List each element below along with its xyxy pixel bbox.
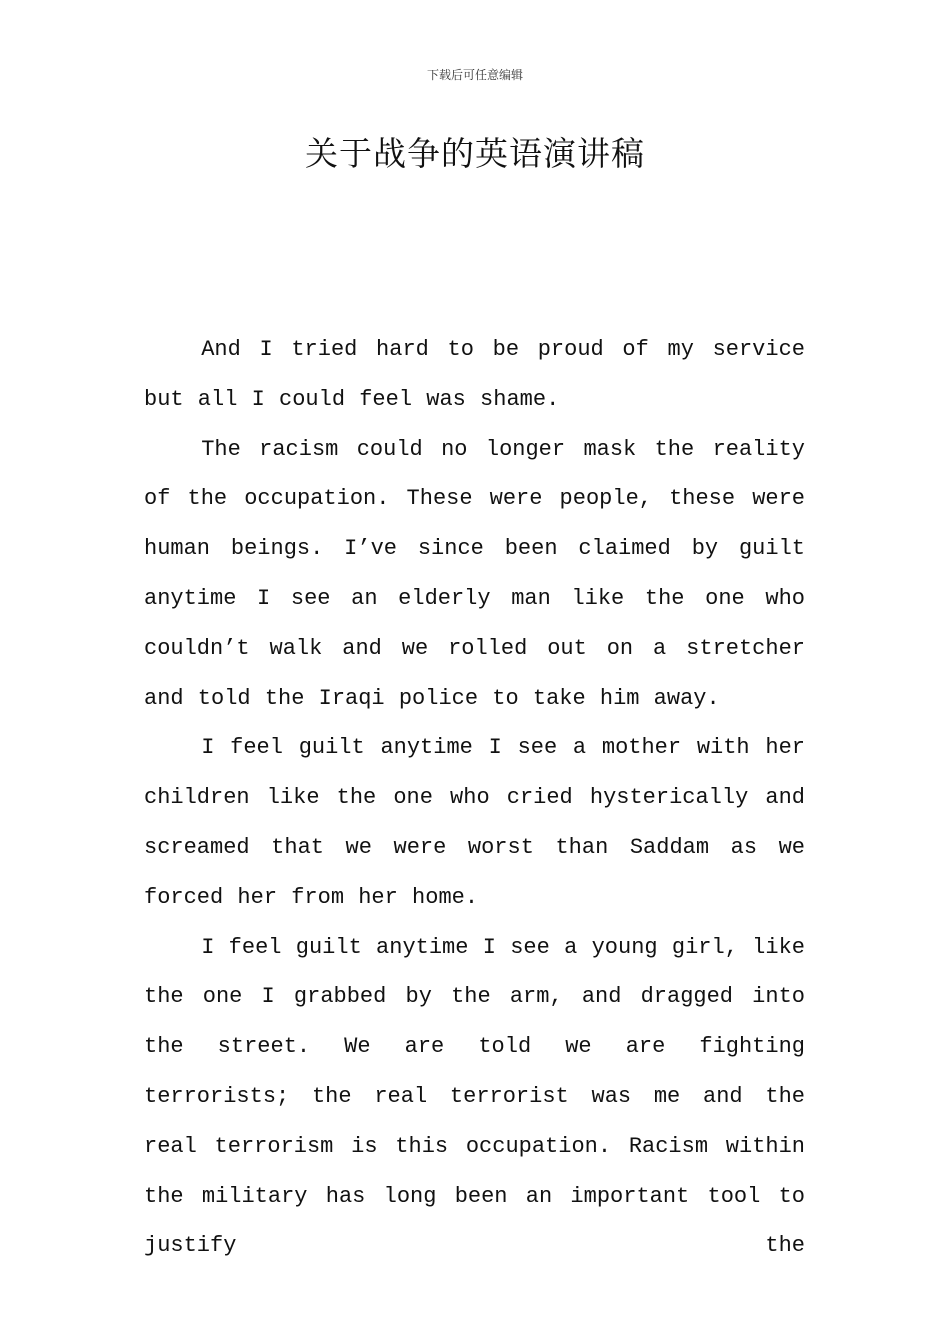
paragraph-3: I feel guilt anytime I see a mother with her children like the one who cried hysterically and screamed that we were worst than Saddam as we forced her from her home.	[144, 735, 805, 910]
header-note: 下载后可任意编辑	[426, 68, 523, 82]
document-title: 关于战争的英语演讲稿	[305, 134, 645, 173]
paragraph-4: I feel guilt anytime I see a young girl, like the one I grabbed by the arm, and dragged into the street. We are told we are fighting terrorists; the real terrorist was me and the real terrorism is this occupation. Racism within the military has long been an important tool to justify the	[144, 934, 805, 1259]
document-body	[144, 325, 805, 1271]
paragraph-1: And I tried hard to be proud of my service but all I could feel was shame.	[144, 337, 805, 412]
paragraph-2: The racism could no longer mask the reality of the occupation. These were people, these were human beings. I’ve since been claimed by guilt anytime I see an elderly man like the one who couldn’t walk and we rolled out on a stretcher and told the Iraqi police to take him away.	[144, 436, 805, 711]
